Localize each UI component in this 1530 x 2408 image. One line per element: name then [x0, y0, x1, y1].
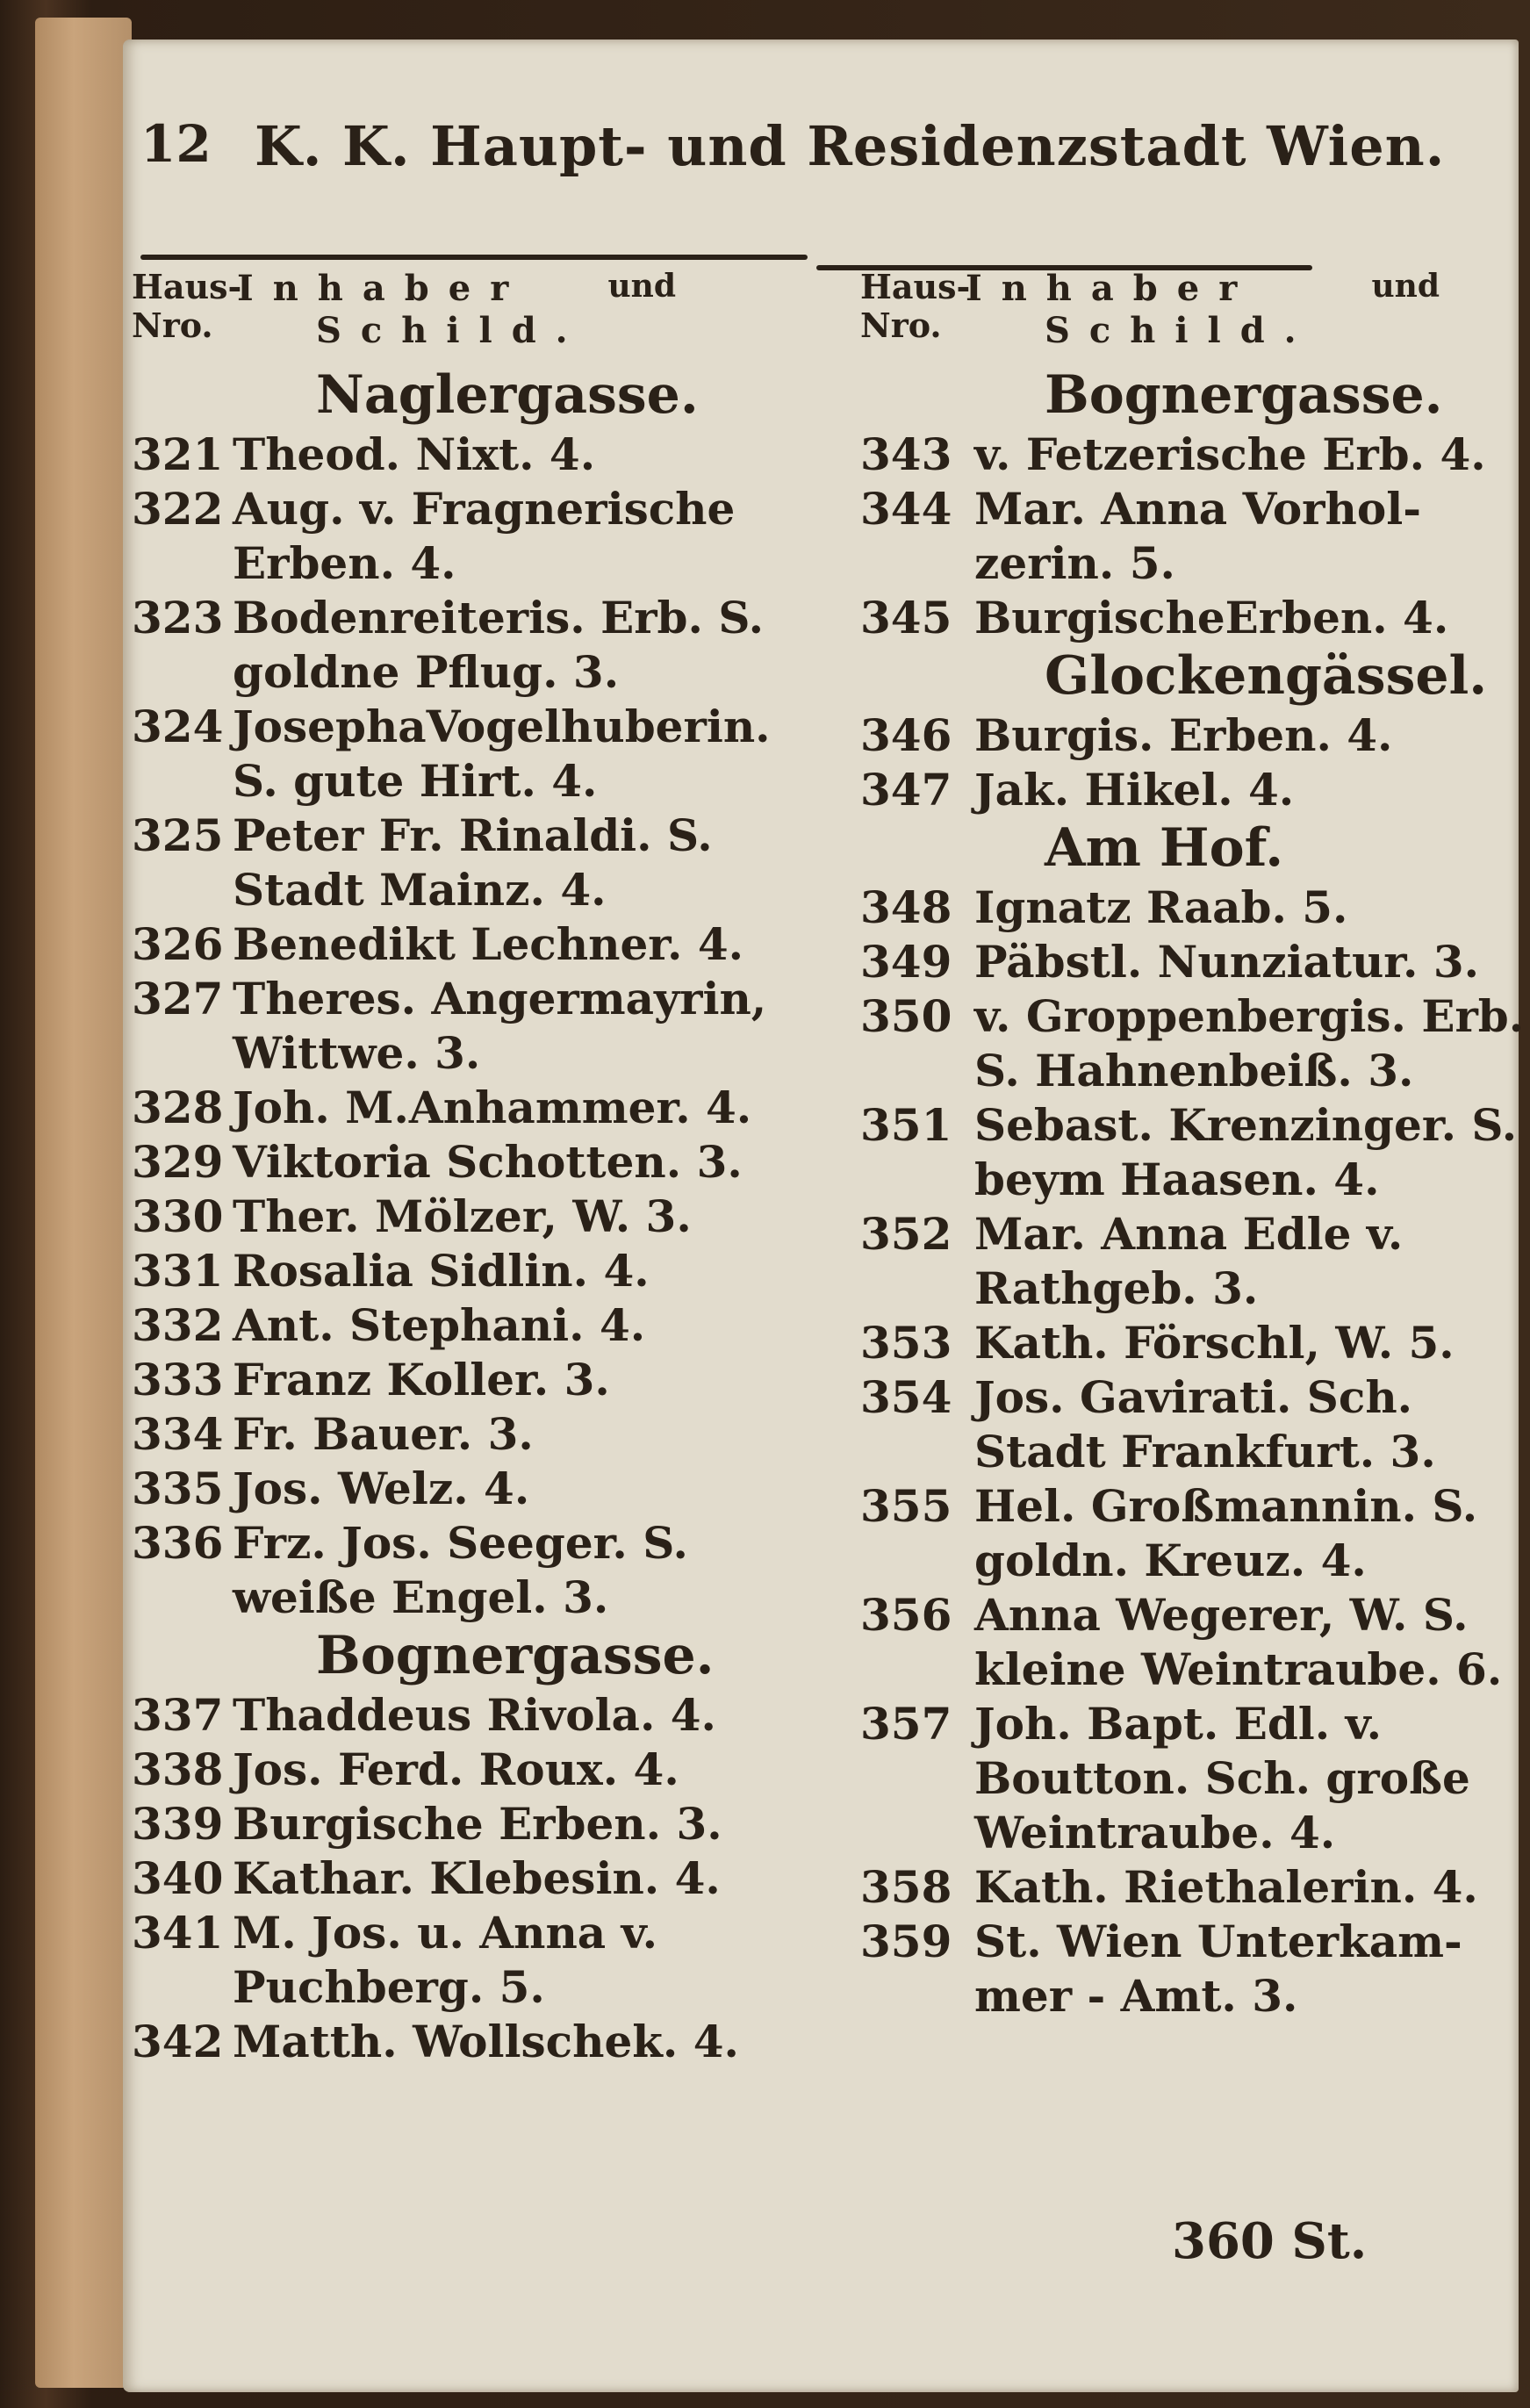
house-number: 339 [132, 1798, 224, 1850]
house-entry [860, 428, 1492, 482]
house-entry [132, 809, 834, 917]
house-number: 347 [860, 764, 952, 816]
house-number: 328 [132, 1082, 224, 1133]
owner-name: Mar. Anna Edle v. [974, 1208, 1404, 1260]
owner-name: Joh. M.Anhammer. 4. [233, 1082, 752, 1133]
house-number: 322 [132, 483, 224, 535]
house-number: 321 [132, 428, 224, 480]
owner-name: Kath. Riethalerin. 4. [974, 1861, 1478, 1913]
house-entry [132, 1135, 834, 1190]
house-entry [132, 1516, 834, 1625]
catchword: 360 St. [1172, 2212, 1368, 2270]
house-number: 354 [860, 1371, 952, 1423]
house-entry [132, 2015, 834, 2069]
owner-continuation: Rathgeb. 3. [974, 1262, 1259, 1314]
owner-continuation: mer - Amt. 3. [974, 1970, 1298, 2022]
column-header-left [132, 268, 834, 364]
owner-name: Theres. Angermayrin, [233, 973, 767, 1024]
owner-name: St. Wien Unterkam- [974, 1916, 1462, 1967]
house-entry [132, 591, 834, 700]
owner-continuation: Weintraube. 4. [974, 1807, 1336, 1858]
column-header-hausnro [132, 268, 241, 345]
owner-name: Anna Wegerer, W. S. [974, 1589, 1469, 1641]
owner-continuation: zerin. 5. [974, 537, 1175, 589]
house-entry [132, 482, 834, 591]
house-number: 330 [132, 1190, 224, 1242]
owner-name: Jak. Hikel. 4. [974, 764, 1295, 816]
house-entry [860, 1588, 1503, 1697]
owner-name: Thaddeus Rivola. 4. [233, 1689, 716, 1741]
owner-continuation: kleine Weintraube. 6. [974, 1643, 1503, 1695]
owner-name: Hel. Großmannin. S. [974, 1480, 1478, 1532]
house-number: 352 [860, 1208, 952, 1260]
page-number: 12 [140, 114, 212, 174]
house-number: 327 [132, 973, 224, 1024]
running-title: K. K. Haupt- und Residenzstadt Wien. [255, 114, 1446, 178]
house-entry [860, 763, 1492, 817]
house-entry [860, 708, 1492, 763]
house-entry [860, 989, 1525, 1098]
house-entry [132, 1851, 834, 1906]
house-number: 324 [132, 701, 224, 752]
house-entry [132, 1462, 834, 1516]
column-header-schild: Schild. [316, 310, 587, 351]
street-heading: Glockengässel. [1045, 645, 1488, 707]
house-number: 355 [860, 1480, 952, 1532]
page-header [140, 114, 1446, 193]
owner-name: Mar. Anna Vorhol- [974, 483, 1421, 535]
column-header-und: und [1371, 268, 1440, 305]
owner-name: Jos. Ferd. Roux. 4. [233, 1743, 679, 1795]
owner-name: Ant. Stephani. 4. [233, 1299, 646, 1351]
house-number: 348 [860, 881, 952, 933]
owner-name: M. Jos. u. Anna v. [233, 1907, 658, 1959]
owner-name: Bodenreiteris. Erb. S. [233, 592, 765, 643]
owner-continuation: beym Haasen. 4. [974, 1154, 1380, 1205]
house-number: 340 [132, 1852, 224, 1904]
house-entry [132, 972, 834, 1081]
house-number: 359 [860, 1916, 952, 1967]
owner-name: Ther. Mölzer, W. 3. [233, 1190, 692, 1242]
house-entry [860, 591, 1492, 645]
house-entry [860, 881, 1492, 935]
owner-name: Aug. v. Fragnerische [233, 483, 736, 535]
house-entry [860, 1697, 1492, 1860]
owner-continuation: Boutton. Sch. große [974, 1752, 1470, 1804]
house-number: 353 [860, 1317, 952, 1369]
house-number: 349 [860, 936, 952, 988]
house-number: 350 [860, 990, 952, 1042]
house-number: 338 [132, 1743, 224, 1795]
column-header-und: und [607, 268, 676, 305]
house-number: 333 [132, 1354, 224, 1405]
house-entry [860, 1860, 1492, 1915]
header-rule-left [140, 255, 808, 260]
house-number: 351 [860, 1099, 952, 1151]
house-number: 341 [132, 1907, 224, 1959]
owner-name: Ignatz Raab. 5. [974, 881, 1348, 933]
house-number: 336 [132, 1517, 224, 1569]
street-heading: Naglergasse. [316, 364, 699, 426]
owner-name: Theod. Nixt. 4. [233, 428, 596, 480]
owner-name: Päbstl. Nunziatur. 3. [974, 936, 1480, 988]
owner-continuation: Stadt Frankfurt. 3. [974, 1426, 1436, 1477]
house-entry [860, 482, 1492, 591]
house-number: 335 [132, 1463, 224, 1514]
owner-continuation: Puchberg. 5. [233, 1961, 545, 2013]
house-entry [132, 1407, 834, 1462]
owner-name: Benedikt Lechner. 4. [233, 918, 744, 970]
owner-name: Burgische Erben. 3. [233, 1798, 722, 1850]
owner-name: Kathar. Klebesin. 4. [233, 1852, 721, 1904]
house-number: 325 [132, 809, 224, 861]
owner-continuation: weiße Engel. 3. [233, 1571, 609, 1623]
house-number: 358 [860, 1861, 952, 1913]
owner-name: Fr. Bauer. 3. [233, 1408, 534, 1460]
house-number: 337 [132, 1689, 224, 1741]
owner-name: BurgischeErben. 4. [974, 592, 1449, 643]
owner-name: Peter Fr. Rinaldi. S. [233, 809, 713, 861]
house-entry [132, 1081, 834, 1135]
page-edges [35, 18, 132, 2388]
column-header-inhaber: Inhaber [966, 268, 1257, 309]
owner-continuation: goldn. Kreuz. 4. [974, 1535, 1367, 1586]
house-number: 344 [860, 483, 952, 535]
street-heading: Bognergasse. [1045, 364, 1443, 426]
owner-continuation: S. gute Hirt. 4. [233, 755, 598, 807]
house-entry [132, 1353, 834, 1407]
owner-name: Franz Koller. 3. [233, 1354, 610, 1405]
owner-name: v. Groppenbergis. Erb. [974, 990, 1525, 1042]
house-entry [132, 1688, 834, 1743]
house-entry [860, 1370, 1492, 1479]
house-entry [860, 1207, 1492, 1316]
owner-name: Matth. Wollschek. 4. [233, 2016, 739, 2067]
house-number: 326 [132, 918, 224, 970]
house-entry [860, 1316, 1492, 1370]
house-entry [132, 1244, 834, 1298]
left-entry-list [132, 364, 834, 2069]
owner-name: Burgis. Erben. 4. [974, 709, 1393, 761]
street-heading: Bognergasse. [316, 1625, 715, 1686]
owner-name: v. Fetzerische Erb. 4. [974, 428, 1486, 480]
house-number: 332 [132, 1299, 224, 1351]
left-column [132, 268, 834, 2069]
owner-continuation: Wittwe. 3. [233, 1027, 481, 1079]
right-entry-list [860, 364, 1525, 2023]
house-entry [132, 917, 834, 972]
house-number: 343 [860, 428, 952, 480]
house-entry [860, 1098, 1518, 1207]
house-entry [132, 700, 834, 809]
column-header-schild: Schild. [1045, 310, 1316, 351]
house-entry [132, 1797, 834, 1851]
owner-name: Joh. Bapt. Edl. v. [974, 1698, 1383, 1750]
owner-continuation: S. Hahnenbeiß. 3. [974, 1045, 1414, 1096]
house-entry [860, 1915, 1492, 2023]
hausnro-line-2: Nro. [132, 305, 213, 345]
house-entry [132, 1743, 834, 1797]
house-number: 356 [860, 1589, 952, 1641]
owner-name: Jos. Welz. 4. [233, 1463, 530, 1514]
house-entry [860, 1479, 1492, 1588]
owner-name: Viktoria Schotten. 3. [233, 1136, 743, 1188]
house-number: 345 [860, 592, 952, 643]
owner-continuation: Erben. 4. [233, 537, 456, 589]
hausnro-line-1: Haus- [860, 267, 971, 306]
right-column [860, 267, 1525, 2023]
house-number: 329 [132, 1136, 224, 1188]
house-entry [132, 1906, 834, 2015]
house-entry [132, 1298, 834, 1353]
column-header-hausnro [860, 268, 970, 345]
street-heading: Am Hof. [1045, 817, 1284, 879]
column-header-right [860, 268, 1492, 364]
owner-name: Sebast. Krenzinger. S. [974, 1099, 1518, 1151]
house-number: 334 [132, 1408, 224, 1460]
house-number: 357 [860, 1698, 952, 1750]
owner-name: Kath. Förschl, W. 5. [974, 1317, 1455, 1369]
house-number: 342 [132, 2016, 224, 2067]
house-number: 346 [860, 709, 952, 761]
column-header-inhaber: Inhaber [237, 268, 528, 309]
hausnro-line-1: Haus- [132, 267, 242, 306]
house-entry [132, 428, 834, 482]
house-number: 331 [132, 1245, 224, 1297]
owner-name: Jos. Gavirati. Sch. [974, 1371, 1413, 1423]
hausnro-line-2: Nro. [860, 305, 942, 345]
house-entry [132, 1190, 834, 1244]
house-number: 323 [132, 592, 224, 643]
owner-name: Frz. Jos. Seeger. S. [233, 1517, 688, 1569]
owner-continuation: Stadt Mainz. 4. [233, 864, 607, 916]
owner-name: JosephaVogelhuberin. [233, 701, 771, 752]
house-entry [860, 935, 1492, 989]
owner-continuation: goldne Pflug. 3. [233, 646, 620, 698]
owner-name: Rosalia Sidlin. 4. [233, 1245, 650, 1297]
